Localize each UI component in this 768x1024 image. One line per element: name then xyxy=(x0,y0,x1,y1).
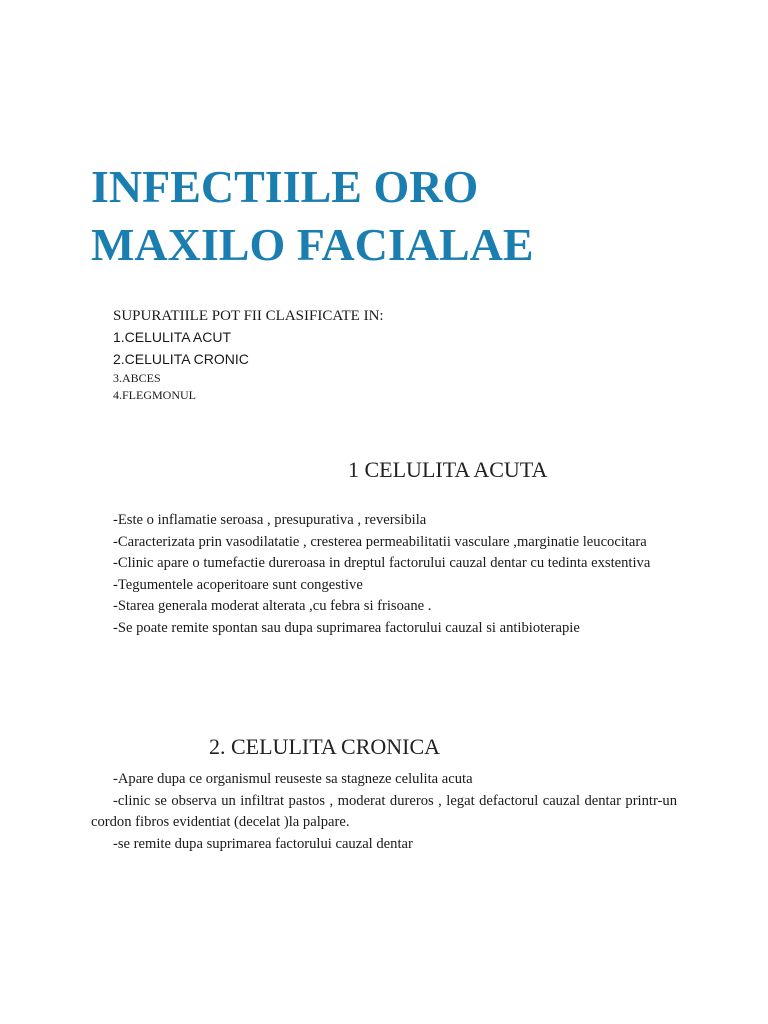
paragraph: -se remite dupa suprimarea factorului cauzal dentar xyxy=(113,835,413,852)
paragraph: -Caracterizata prin vasodilatatie , cresterea permeabilitatii vasculare ,marginatie leucocitara xyxy=(113,533,647,550)
paragraph: -Tegumentele acoperitoare sunt congestive xyxy=(113,576,363,593)
classification-item: 4.FLEGMONUL xyxy=(113,388,196,402)
paragraph: -clinic se observa un infiltrat pastos , moderat dureros , legat defactorul cauzal dentar printr-un cordon fibros evidentiat (decelat )la palpare. xyxy=(91,792,677,830)
classification-list xyxy=(113,306,384,404)
title-line-1: INFECTIILE ORO xyxy=(91,161,479,212)
section-heading-chronic: 2. CELULITA CRONICA xyxy=(209,734,441,759)
title-line-2: MAXILO FACIALAE xyxy=(91,219,534,270)
classification-item: 1.CELULITA ACUT xyxy=(113,329,232,345)
paragraph: -Este o inflamatie seroasa , presupurativa , reversibila xyxy=(113,512,427,528)
document-title xyxy=(91,158,534,274)
paragraph: -Starea generala moderat alterata ,cu febra si frisoane . xyxy=(113,598,432,614)
classification-item: 3.ABCES xyxy=(113,371,161,385)
section-heading-acute: 1 CELULITA ACUTA xyxy=(348,457,548,482)
classification-item: 2.CELULITA CRONIC xyxy=(113,351,249,367)
paragraph: -Apare dupa ce organismul reuseste sa stagneze celulita acuta xyxy=(113,771,473,787)
section-body-acute xyxy=(91,510,677,639)
paragraph: -Clinic apare o tumefactie dureroasa in dreptul factorului cauzal dentar cu tedinta exstentiva xyxy=(113,555,651,571)
classification-intro: SUPURATIILE POT FII CLASIFICATE IN: xyxy=(113,308,384,324)
section-body-chronic xyxy=(91,769,677,855)
paragraph: -Se poate remite spontan sau dupa suprimarea factorului cauzal si antibioterapie xyxy=(113,619,580,636)
